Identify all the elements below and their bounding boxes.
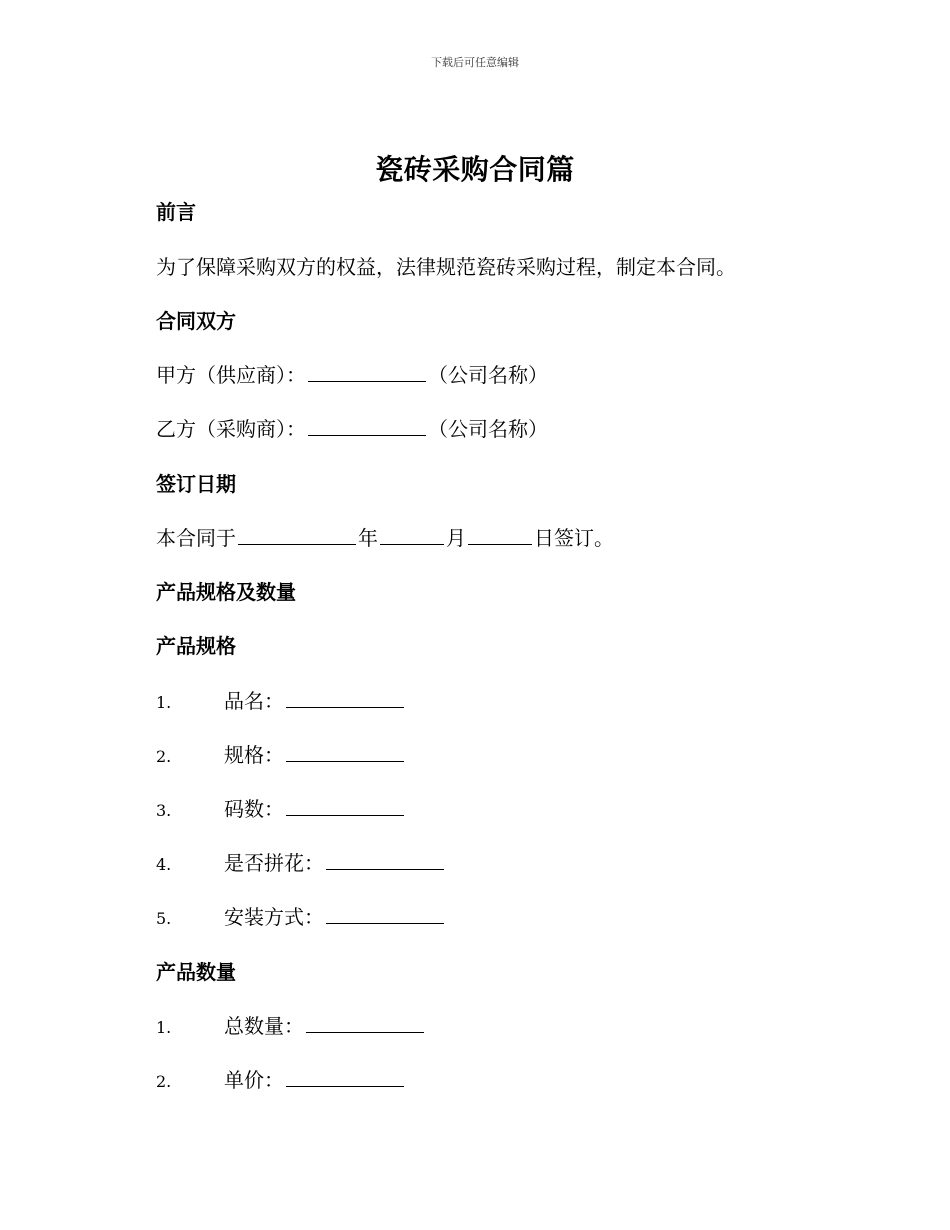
list-number: 5. <box>156 909 172 928</box>
list-label: 总数量： <box>224 1014 304 1038</box>
preface-heading: 前言 <box>156 200 196 224</box>
list-label: 品名： <box>224 689 284 713</box>
sign-month-field[interactable] <box>380 524 444 545</box>
product-install-field[interactable] <box>326 903 444 924</box>
list-item <box>156 741 406 771</box>
party-b-name-field[interactable] <box>308 415 426 436</box>
party-b-company-note: （公司名称） <box>428 417 548 441</box>
list-item <box>156 795 406 825</box>
spec-heading: 产品规格 <box>156 634 236 658</box>
sign-date-prefix: 本合同于 <box>156 526 236 550</box>
header-note: 下载后可任意编辑 <box>431 56 519 69</box>
document-title: 瓷砖采购合同篇 <box>375 153 575 186</box>
list-number: 1. <box>156 1018 172 1037</box>
party-b-label: 乙方（采购商）： <box>156 417 306 441</box>
sign-day-field[interactable] <box>468 524 532 545</box>
list-item <box>156 903 446 933</box>
parties-heading: 合同双方 <box>156 309 236 333</box>
qty-heading: 产品数量 <box>156 960 236 984</box>
list-label: 规格： <box>224 743 284 767</box>
party-a-label: 甲方（供应商）： <box>156 363 306 387</box>
product-spec-field[interactable] <box>286 741 404 762</box>
party-a-name-field[interactable] <box>308 361 426 382</box>
list-item <box>156 849 446 879</box>
product-size-field[interactable] <box>286 795 404 816</box>
product-pattern-field[interactable] <box>326 849 444 870</box>
list-label: 是否拼花： <box>224 851 324 875</box>
sign-date-heading: 签订日期 <box>156 472 236 496</box>
sign-year-label: 年 <box>358 526 378 550</box>
product-name-field[interactable] <box>286 687 404 708</box>
list-number: 3. <box>156 801 172 820</box>
unit-price-field[interactable] <box>286 1066 404 1087</box>
list-item <box>156 687 406 717</box>
list-number: 2. <box>156 1072 172 1091</box>
list-number: 1. <box>156 693 172 712</box>
total-quantity-field[interactable] <box>306 1012 424 1033</box>
preface-text: 为了保障采购双方的权益，法律规范瓷砖采购过程，制定本合同。 <box>156 255 736 279</box>
sign-month-label: 月 <box>446 526 466 550</box>
sign-date-line <box>156 524 614 552</box>
list-label: 码数： <box>224 797 284 821</box>
list-label: 安装方式： <box>224 905 324 929</box>
list-item <box>156 1066 406 1096</box>
list-number: 2. <box>156 747 172 766</box>
list-item <box>156 1012 426 1042</box>
list-label: 单价： <box>224 1068 284 1092</box>
sign-day-label: 日签订。 <box>534 526 614 550</box>
party-a-company-note: （公司名称） <box>428 363 548 387</box>
sign-year-field[interactable] <box>238 524 356 545</box>
list-number: 4. <box>156 855 172 874</box>
party-a-line <box>156 361 548 389</box>
party-b-line <box>156 415 548 443</box>
product-section-heading: 产品规格及数量 <box>156 580 296 604</box>
